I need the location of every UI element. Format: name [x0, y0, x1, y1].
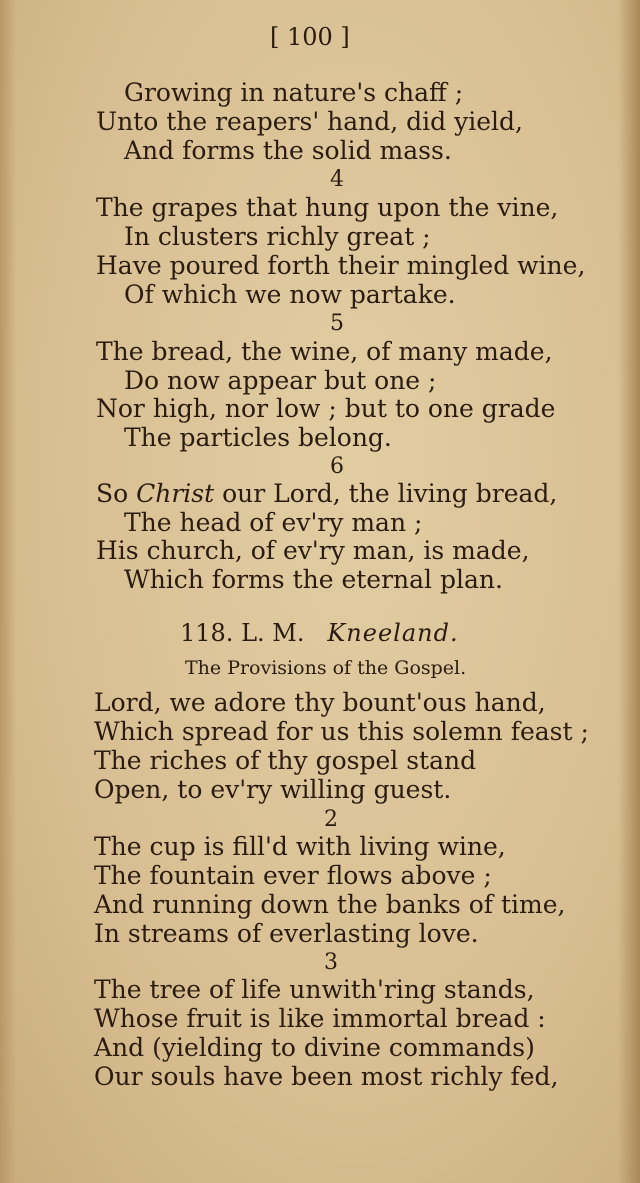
- verse-text: So: [96, 479, 137, 508]
- verse-line: Do now appear but one ;: [124, 366, 437, 395]
- page-edge-shadow-left: [0, 0, 16, 1183]
- verse-line: The bread, the wine, of many made,: [96, 337, 553, 366]
- verse-line: Which spread for us this solemn feast ;: [94, 717, 589, 746]
- page-edge-shadow-right: [618, 0, 640, 1183]
- stanza-number: 5: [330, 311, 344, 336]
- verse-line: The riches of thy gospel stand: [94, 746, 477, 775]
- verse-line: In clusters richly great ;: [124, 222, 431, 251]
- verse-line: Whose fruit is like immortal bread :: [94, 1004, 546, 1033]
- tune-name: Kneeland.: [327, 619, 459, 647]
- italic-name-christ: Christ: [136, 479, 215, 508]
- verse-line: In streams of everlasting love.: [94, 919, 479, 948]
- verse-line: Which forms the eternal plan.: [124, 565, 503, 594]
- stanza-number: 6: [330, 454, 344, 479]
- stanza-number: 3: [324, 950, 338, 975]
- verse-line: The fountain ever flows above ;: [94, 861, 492, 890]
- verse-line: Nor high, nor low ; but to one grade: [96, 394, 556, 423]
- verse-line: Unto the reapers' hand, did yield,: [96, 107, 523, 136]
- verse-line: Our souls have been most richly fed,: [94, 1062, 559, 1091]
- verse-line: The head of ev'ry man ;: [124, 508, 423, 537]
- hymn-number-meter: 118. L. M.: [180, 619, 305, 647]
- verse-line: Have poured forth their mingled wine,: [96, 251, 586, 280]
- verse-line: The tree of life unwith'ring stands,: [94, 975, 535, 1004]
- verse-line: Lord, we adore thy bount'ous hand,: [94, 688, 546, 717]
- verse-line: The grapes that hung upon the vine,: [96, 193, 559, 222]
- verse-line: Growing in nature's chaff ;: [124, 78, 464, 107]
- hymn-title: [180, 618, 459, 648]
- verse-line: And (yielding to divine commands): [94, 1033, 535, 1062]
- verse-text: our Lord, the living bread,: [214, 479, 558, 508]
- stanza-number: 4: [330, 167, 344, 192]
- verse-line: The cup is fill'd with living wine,: [94, 832, 506, 861]
- verse-line: And running down the banks of time,: [94, 890, 566, 919]
- verse-line: And forms the solid mass.: [124, 136, 452, 165]
- page-header: [ 100 ]: [270, 23, 350, 51]
- verse-line: His church, of ev'ry man, is made,: [96, 536, 530, 565]
- verse-line: Open, to ev'ry willing guest.: [94, 775, 452, 804]
- verse-line: Of which we now partake.: [124, 280, 456, 309]
- verse-line: The particles belong.: [124, 423, 392, 452]
- verse-line: [96, 479, 557, 509]
- stanza-number: 2: [324, 807, 338, 832]
- hymn-subtitle: The Provisions of the Gospel.: [185, 657, 467, 679]
